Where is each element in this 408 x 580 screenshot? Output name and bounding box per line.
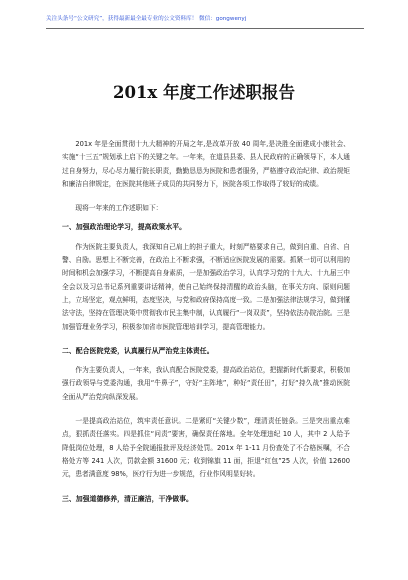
section-3-heading: 三、加强道德修养，清正廉洁，干净做事。 xyxy=(62,494,193,503)
promo-banner[interactable]: 关注头条号“公文研究”，获得最新最全最专业的公文资料库！ 微信：gongwenyj xyxy=(46,16,247,22)
section-2-heading: 二、配合医院党委，认真履行从严治党主体责任。 xyxy=(62,346,214,355)
section-1-heading: 一、加强政治理论学习，提高政策水平。 xyxy=(62,223,187,232)
overview-line: 现将一年来的工作述职如下： xyxy=(75,204,163,213)
document-body xyxy=(62,138,350,506)
section-1-paragraph-1: 作为医院主要负责人，我深知自己肩上的担子重大，时刻严格要求自己，做到自重、自省、自警、自励。思想上不断完善，在政治上不断求强，不断适应医院发展的需要。抓紧一切可以利用的时间和机会加强学习，不断提高自身素质，一是加强政治学习，认真学习党的十九大、十九届三中全会以及习总书记系列重要讲话精神，使自己始终保持清醒的政治头脑，在事关方向、原则问题上，立场坚定，观点鲜明，态度坚决，与党和政府保持高度一致。二是加强法律法规学习，做到懂法守法，坚持在管理决策中贯彻我市民主集中制，认真履行“一岗双责”，坚持依法办院治院。三是加强管理业务学习，积极参加省市医院管理培训学习，提高管理能力。 xyxy=(62,242,350,331)
header-divider xyxy=(46,28,364,29)
section-2-paragraph-1: 作为主要负责人，一年来，我认真配合医院党委，提高政治站位，把握新时代新要求，积极加强行政领导与党委沟通，我用“牛鼻子”，守好“主阵地”，种好“责任田”，打好“持久战”推动医院全面从严治党向纵深发展。 xyxy=(62,366,350,401)
section-2-paragraph-2: 一是提高政治站位，筑牢责任意识。二是紧盯“关键少数”，理清责任链条。三是突出重点难点，狠抓责任落实。四是抓住“问责”要害，确保责任落地。全年处理违纪 10 人，其中 2 人给予降低岗位处理，8 人给予全院通报批评及经济处罚。201x 年 1-11 月份查处了不合格医嘱，不合格处方等 241 人次，罚款金额 31600 元；收到锦旗 11 面，拒退“红包”25 人次，价值 12600 元，患者满意度 98%，医疗行为进一步规范，行业作风明显好转。 xyxy=(62,417,350,479)
document-title: 201x 年度工作述职报告 xyxy=(112,83,296,102)
intro-paragraph: 201x 年是全面贯彻十九大精神的开局之年,是改革开放 40 周年,是决胜全面建成小康社会、实施“十三五”规划承上启下的关键之年。一年来，在道县县委、县人民政府的正确领导下，本人通过自身努力，尽心尽力履行院长职责，勤勤恳恳为医院和患者服务，严格遵守政治纪律、政治规矩和廉洁自律规定，在医院其他班子成员的共同努力下，医院各项工作取得了较好的成绩。 xyxy=(62,140,350,188)
